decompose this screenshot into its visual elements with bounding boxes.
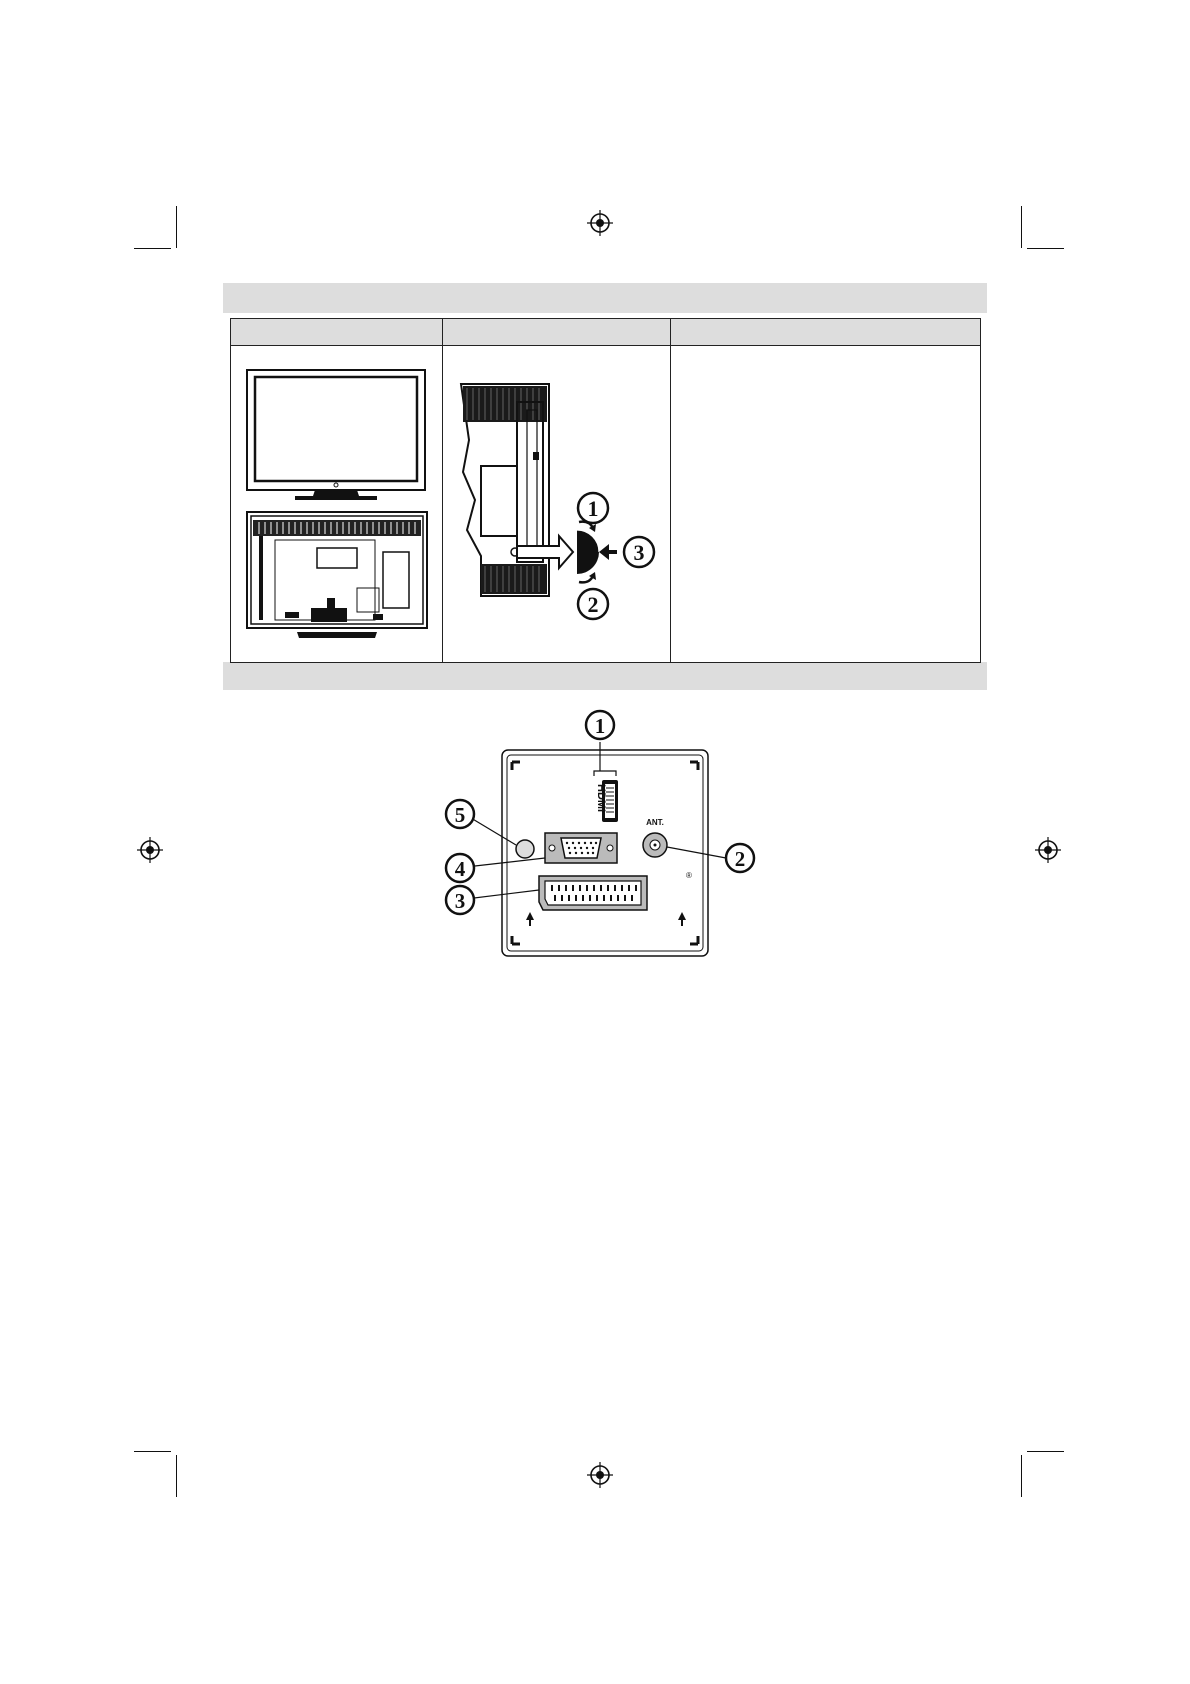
control-switch-cell: [443, 346, 671, 663]
tv-front-view: [247, 370, 425, 500]
crop-mark-icon: [1021, 1455, 1022, 1497]
callout-2: [578, 589, 608, 619]
registration-mark-icon: [587, 1462, 613, 1488]
svg-text:2: 2: [587, 592, 599, 617]
vga-port[interactable]: [545, 833, 617, 863]
panel-callout-2: [726, 844, 754, 872]
tv-side-panel: [461, 384, 549, 596]
section-footer-band: [223, 662, 987, 690]
svg-text:3: 3: [633, 540, 645, 565]
crop-mark-icon: [1027, 1451, 1064, 1452]
svg-text:5: 5: [454, 803, 466, 827]
registration-mark-icon: [587, 210, 613, 236]
crop-mark-icon: [134, 1451, 171, 1452]
crop-mark-icon: [1021, 206, 1022, 248]
table-header-cell: [443, 319, 671, 346]
table-header-cell: [671, 319, 981, 346]
svg-text:®: ®: [686, 871, 692, 880]
callout-1: [578, 493, 608, 523]
crop-mark-icon: [1027, 248, 1064, 249]
connection-panel-illustration: [440, 698, 760, 960]
panel-callout-3: [446, 886, 474, 914]
crop-mark-icon: [134, 248, 171, 249]
crop-mark-icon: [176, 206, 177, 248]
svg-text:3: 3: [454, 889, 466, 913]
tv-front-rear-illustration: [245, 368, 429, 658]
crop-mark-icon: [176, 1455, 177, 1497]
tv-rear-view: [247, 512, 427, 638]
antenna-label: ANT.: [646, 818, 664, 827]
scart-port[interactable]: [539, 876, 647, 910]
table-header-cell: [231, 319, 443, 346]
svg-text:4: 4: [454, 857, 466, 881]
control-switch-illustration: [455, 380, 669, 650]
svg-text:1: 1: [594, 714, 606, 738]
audio-jack[interactable]: [516, 840, 534, 858]
controls-table: [230, 318, 981, 663]
panel-callout-5: [446, 800, 474, 828]
section-header-band: [223, 283, 987, 313]
panel-callout-1: [586, 711, 614, 739]
registration-mark-icon: [1035, 837, 1061, 863]
tv-illustration-cell: [231, 346, 443, 663]
panel-callout-4: [446, 854, 474, 882]
svg-text:2: 2: [734, 847, 746, 871]
description-cell: [671, 346, 981, 663]
callout-3: [624, 537, 654, 567]
control-switch-knob[interactable]: [577, 530, 599, 574]
registration-mark-icon: [137, 837, 163, 863]
antenna-port[interactable]: [643, 833, 667, 857]
hdmi-label: HDMI: [595, 784, 607, 813]
svg-text:1: 1: [587, 496, 599, 521]
